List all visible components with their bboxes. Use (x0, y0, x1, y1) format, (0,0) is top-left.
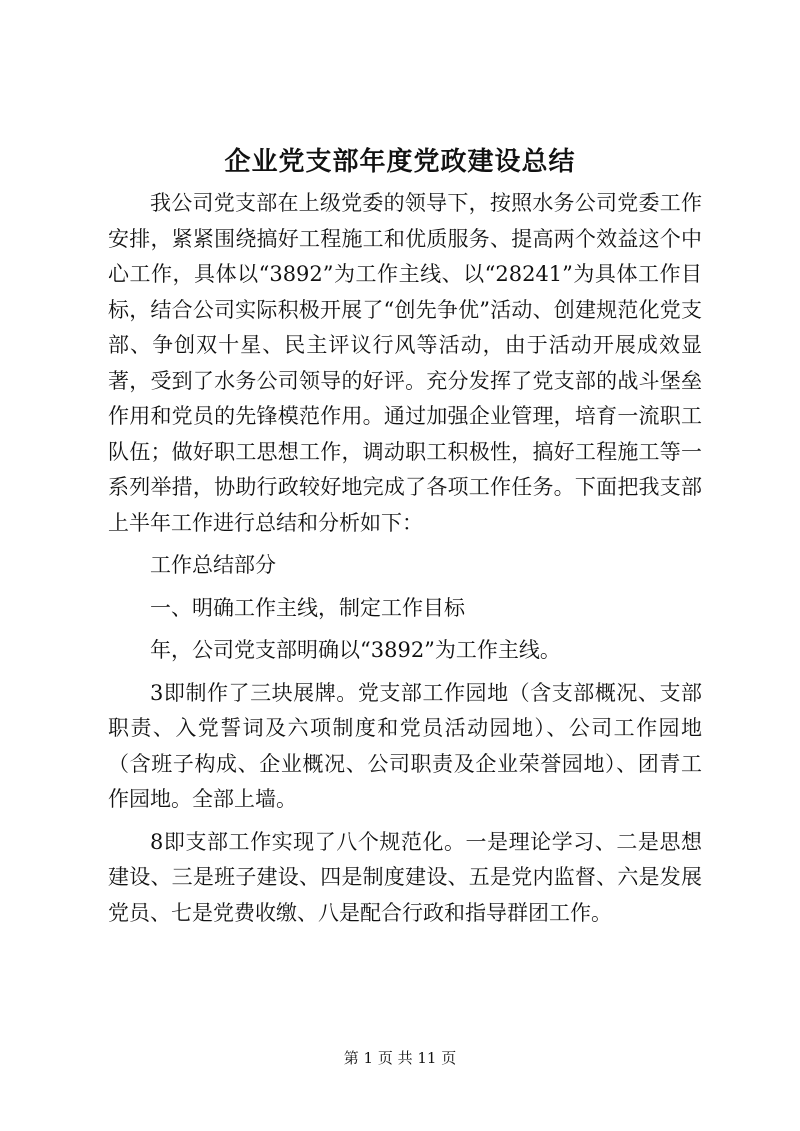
document-title: 企业党支部年度党政建设总结 (224, 147, 576, 177)
paragraph-point-3: 3即制作了三块展牌。党支部工作园地（含支部概况、支部职责、入党誓词及六项制度和党员活动园地）、公司工作园地（含班子构成、企业概况、公司职责及企业荣誉园地）、团青工作园地。全部上墙。 (108, 680, 702, 811)
paragraph-section-heading: 工作总结部分 (150, 553, 276, 577)
paragraph-subheading: 一、明确工作主线，制定工作目标 (150, 595, 465, 620)
paragraph-point-8: 8即支部工作实现了八个规范化。一是理论学习、二是思想建设、三是班子建设、四是制度建设、五是党内监督、六是发展党员、七是党费收缴、八是配合行政和指导群团工作。 (108, 829, 702, 925)
paragraph-intro: 我公司党支部在上级党委的领导下，按照水务公司党委工作安排，紧紧围绕搞好工程施工和优质服务、提高两个效益这个中心工作，具体以“3892”为工作主线、以“28241”为具体工作目标，结合公司实际积极开展了“创先争优”活动、创建规范化党支部、争创双十星、民主评议行风等活动，由于活动开展成效显著，受到了水务公司领导的好评。充分发挥了党支部的战斗堡垒作用和党员的先锋模范作用。通过加强企业管理，培育一流职工队伍；做好职工思想工作，调动职工积极性，搞好工程施工等一系列举措，协助行政较好地完成了各项工作任务。下面把我支部上半年工作进行总结和分析如下： (108, 191, 702, 535)
paragraph-main-line: 年，公司党支部明确以“3892”为工作主线。 (150, 638, 561, 662)
page-footer: 第 1 页 共 11 页 (343, 1049, 457, 1067)
document-body (108, 186, 702, 931)
